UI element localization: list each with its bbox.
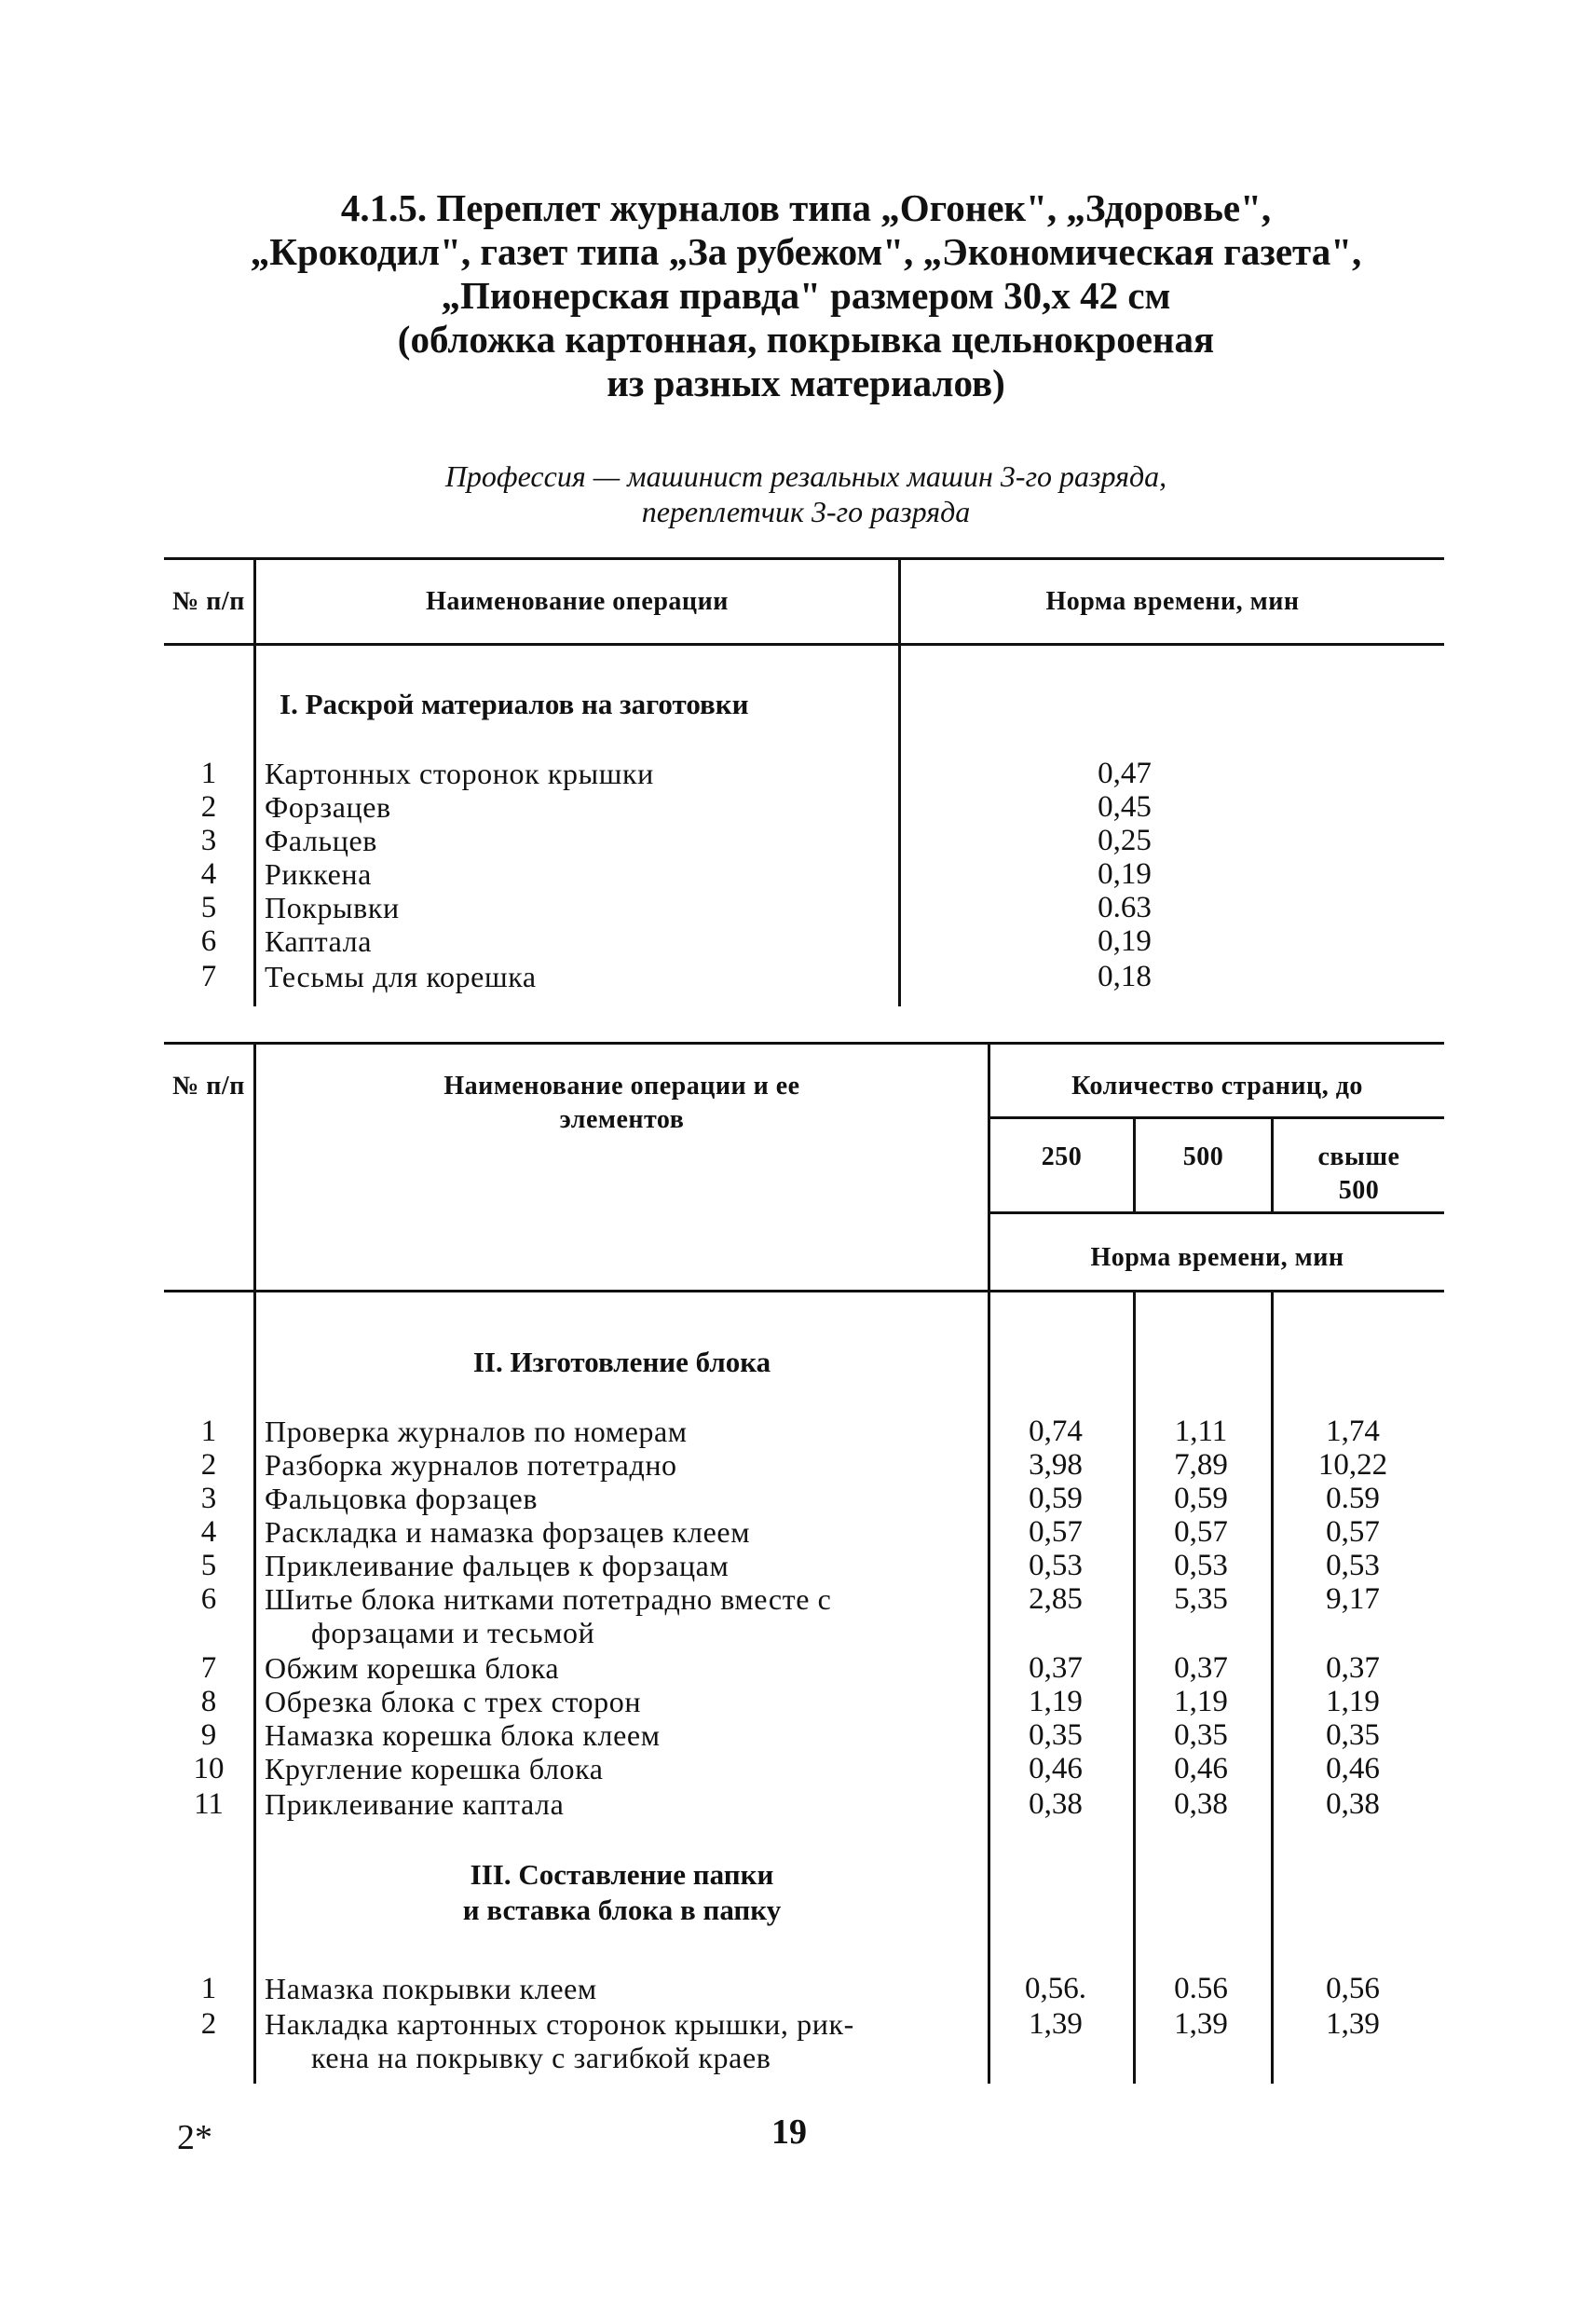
table1-section-heading: I. Раскрой материалов на заготовки (280, 688, 749, 720)
row-number: 10 (193, 1752, 225, 1785)
operation-name: Форзацев (265, 790, 391, 824)
operation-name: Шитье блока нитками потетрадно вместе с (265, 1582, 832, 1616)
table1-header-rule (164, 643, 1444, 646)
time-250: 0,59 (1029, 1482, 1083, 1515)
operation-name: Фальцев (265, 824, 377, 857)
time-250: 0,38 (1029, 1787, 1083, 1821)
table2-subheader-rule (989, 1211, 1444, 1214)
title-line: „Пионерская правда" размером 30,x 42 см (441, 274, 1171, 317)
operation-name: Приклеивание каптала (265, 1787, 565, 1821)
time-norm: 0.63 (1098, 891, 1152, 924)
time-500: 1,19 (1174, 1685, 1228, 1718)
operation-name: Намазка покрывки клеем (265, 1972, 597, 2005)
row-number: 9 (200, 1718, 217, 1752)
time-over-500: 0,56 (1326, 1972, 1380, 2005)
row-number: 1 (200, 1972, 217, 2005)
time-norm: 0,18 (1098, 960, 1152, 993)
operation-name: Проверка журналов по номерам (265, 1415, 688, 1448)
time-norm: 0,19 (1098, 857, 1152, 891)
row-number: 4 (200, 1515, 217, 1549)
operation-name-continued: кена на покрывку с загибкой краев (311, 2041, 771, 2074)
title-line: 4.1.5. Переплет журналов типа „Огонек", „Здоровье", (340, 186, 1272, 229)
time-500: 0,37 (1174, 1651, 1228, 1685)
time-250: 0,46 (1029, 1752, 1083, 1785)
title-line: „Крокодил", газет типа „За рубежом", „Экономическая газета", (250, 230, 1362, 273)
row-number: 2 (200, 1448, 217, 1482)
time-norm: 0,47 (1098, 757, 1152, 790)
operation-name: Разборка журналов потетрадно (265, 1448, 677, 1482)
row-number: 7 (200, 960, 217, 993)
operation-name: Кругление корешка блока (265, 1752, 604, 1785)
table2-header-col-over-500: 500 (1338, 1176, 1380, 1205)
time-500: 0,38 (1174, 1787, 1228, 1821)
time-250: 0,56. (1025, 1972, 1086, 2005)
table1-header-name: Наименование операции (426, 587, 729, 616)
table2-header-num: № п/п (172, 1072, 245, 1101)
operation-name: Риккена (265, 857, 372, 891)
time-500: 0,53 (1174, 1549, 1228, 1582)
operation-name: Раскладка и намазка форзацев клеем (265, 1515, 751, 1549)
time-500: 5,35 (1174, 1582, 1228, 1616)
operation-name: Обрезка блока с трех сторон (265, 1685, 642, 1718)
time-over-500: 0,53 (1326, 1549, 1380, 1582)
title-line: из разных материалов) (607, 362, 1005, 404)
time-over-500: 1,19 (1326, 1685, 1380, 1718)
table2-header-rule (164, 1290, 1444, 1292)
table2-header-pages: Количество страниц, до (1071, 1072, 1363, 1101)
profession-line: Профессия — машинист резальных машин 3-го разряда, (444, 459, 1167, 493)
table2-header-col-over-500: свыше (1317, 1142, 1400, 1171)
table1-header-num: № п/п (172, 587, 245, 616)
time-250: 0,37 (1029, 1651, 1083, 1685)
time-500: 0,57 (1174, 1515, 1228, 1549)
time-norm: 0,25 (1098, 824, 1152, 857)
time-250: 3,98 (1029, 1448, 1083, 1482)
row-number: 3 (200, 1482, 217, 1515)
time-over-500: 0,57 (1326, 1515, 1380, 1549)
time-over-500: 1,74 (1326, 1415, 1380, 1448)
operation-name: Каптала (265, 924, 373, 958)
signature-mark: 2* (177, 2118, 212, 2157)
table2-header-name: Наименование операции и ее (443, 1072, 800, 1101)
table2-section-heading: и вставка блока в папку (462, 1894, 782, 1926)
title-line: (обложка картонная, покрывка цельнокроеная (397, 318, 1215, 361)
row-number: 7 (200, 1651, 217, 1685)
table2-header-col-250: 250 (1041, 1142, 1083, 1171)
time-over-500: 0,38 (1326, 1787, 1380, 1821)
time-500: 7,89 (1174, 1448, 1228, 1482)
table2-header-col-500: 500 (1182, 1142, 1224, 1171)
page-number: 19 (771, 2113, 807, 2152)
time-500: 1,11 (1174, 1415, 1228, 1448)
profession-line: переплетчик 3-го разряда (641, 495, 971, 528)
operation-name: Обжим корешка блока (265, 1651, 560, 1685)
row-number: 2 (200, 790, 217, 824)
table2-header-name: элементов (559, 1105, 685, 1134)
time-over-500: 0,46 (1326, 1752, 1380, 1785)
row-number: 11 (194, 1787, 224, 1821)
row-number: 1 (200, 1415, 217, 1448)
row-number: 2 (200, 2007, 217, 2041)
table2-top-rule (164, 1042, 1444, 1045)
time-over-500: 0,35 (1326, 1718, 1380, 1752)
table2-section-heading: II. Изготовление блока (472, 1346, 771, 1378)
row-number: 8 (200, 1685, 217, 1718)
time-over-500: 9,17 (1326, 1582, 1380, 1616)
time-500: 0,46 (1174, 1752, 1228, 1785)
time-over-500: 1,39 (1326, 2007, 1380, 2041)
table2-col-divider (253, 1042, 256, 2084)
table1-col-divider (253, 557, 256, 1006)
time-250: 0,35 (1029, 1718, 1083, 1752)
operation-name: Накладка картонных сторонок крышки, рик- (265, 2007, 854, 2041)
time-500: 0,35 (1174, 1718, 1228, 1752)
operation-name: Картонных сторонок крышки (265, 757, 654, 790)
operation-name: Фальцовка форзацев (265, 1482, 539, 1515)
row-number: 3 (200, 824, 217, 857)
time-250: 0,74 (1029, 1415, 1083, 1448)
operation-name: Покрывки (265, 891, 400, 924)
operation-name: Приклеивание фальцев к форзацам (265, 1549, 730, 1582)
time-over-500: 10,22 (1317, 1448, 1388, 1482)
time-250: 0,53 (1029, 1549, 1083, 1582)
table1-header-norm: Норма времени, мин (1045, 587, 1300, 616)
row-number: 6 (200, 924, 217, 958)
row-number: 6 (200, 1582, 217, 1616)
table1-top-rule (164, 557, 1444, 560)
section-title (158, 186, 1453, 405)
time-250: 1,39 (1029, 2007, 1083, 2041)
operation-name-continued: форзацами и тесьмой (311, 1616, 595, 1649)
row-number: 5 (200, 1549, 217, 1582)
time-500: 1,39 (1174, 2007, 1228, 2041)
table2-header-norm: Норма времени, мин (1090, 1243, 1344, 1272)
profession-caption (280, 458, 1332, 529)
time-250: 1,19 (1029, 1685, 1083, 1718)
operation-name: Намазка корешка блока клеем (265, 1718, 661, 1752)
row-number: 1 (200, 757, 217, 790)
time-over-500: 0.59 (1326, 1482, 1380, 1515)
time-norm: 0,19 (1098, 924, 1152, 958)
time-norm: 0,45 (1098, 790, 1152, 824)
operation-name: Тесьмы для корешка (265, 960, 537, 993)
time-500: 0.56 (1174, 1972, 1228, 2005)
time-over-500: 0,37 (1326, 1651, 1380, 1685)
row-number: 5 (200, 891, 217, 924)
time-500: 0,59 (1174, 1482, 1228, 1515)
time-250: 2,85 (1029, 1582, 1083, 1616)
table2-section-heading: III. Составление папки (470, 1858, 774, 1891)
time-250: 0,57 (1029, 1515, 1083, 1549)
table2-pages-rule (989, 1116, 1444, 1119)
row-number: 4 (200, 857, 217, 891)
